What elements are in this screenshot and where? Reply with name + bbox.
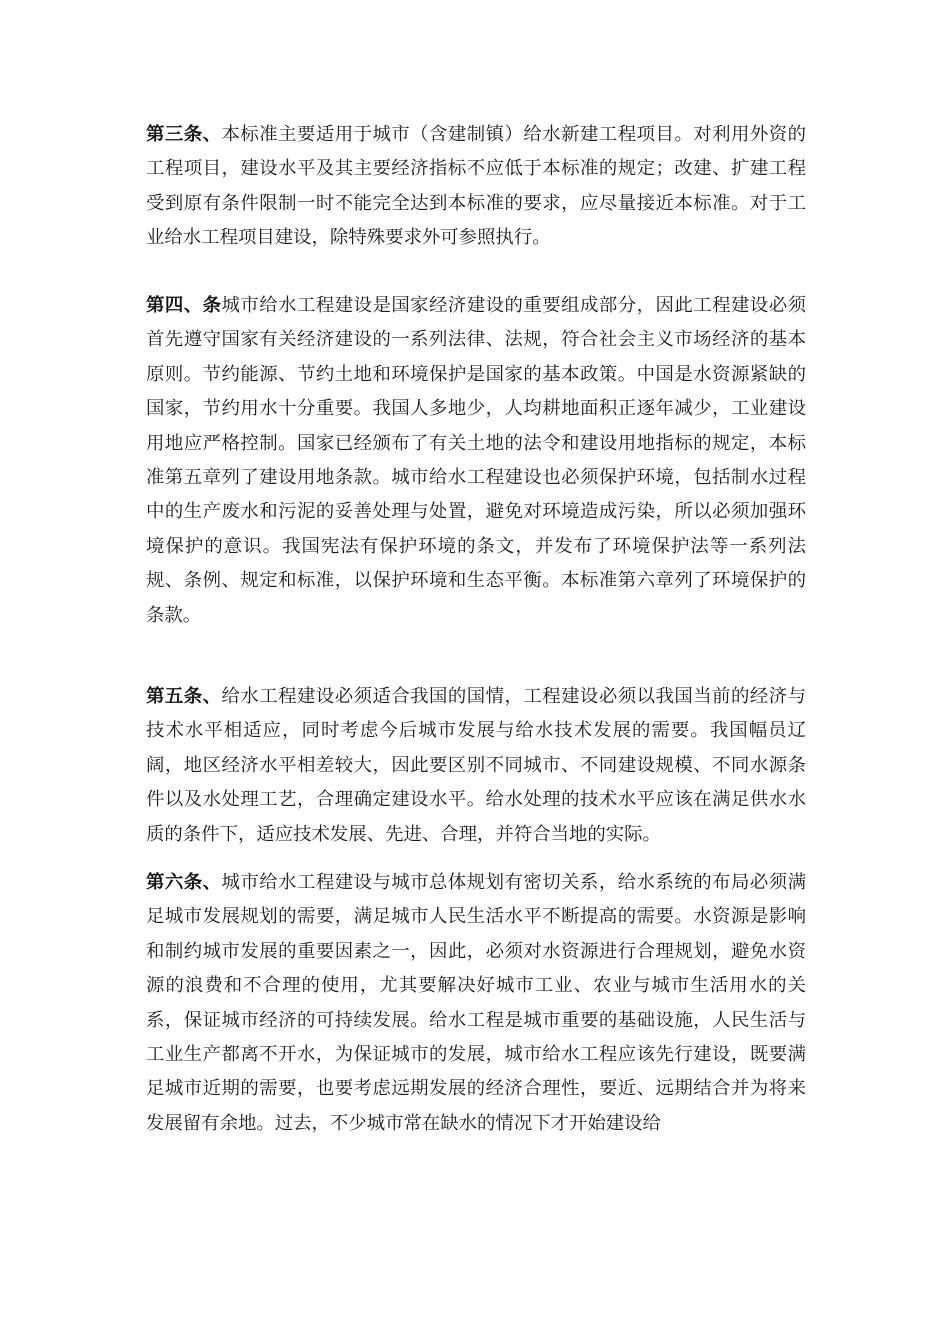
article-4-text: 城市给水工程建设是国家经济建设的重要组成部分，因此工程建设必须首先遵守国家有关经济建设的一系列法律、法规，符合社会主义市场经济的基本原则。节约能源、节约土地和环境保护是国家的基本政策。中国是水资源紧缺的国家，节约用水十分重要。我国人多地少，人均耕地面积正逐年减少，工业建设用地应严格控制。国家已经颁布了有关土地的法令和建设用地指标的规定，本标准第五章列了建设用地条款。城市给水工程建设也必须保护环境，包括制水过程中的生产废水和污泥的妥善处理与处置，避免对环境造成污染，所以必须加强环境保护的意识。我国宪法有保护环境的条文，并发布了环境保护法等一系列法规、条例、规定和标准，以保护环境和生态平衡。本标准第六章列了环境保护的条款。 <box>146 295 806 626</box>
article-5-heading: 第五条、 <box>146 686 222 707</box>
article-6-paragraph <box>146 866 806 1141</box>
article-6-text: 城市给水工程建设与城市总体规划有密切关系，给水系统的布局必须满足城市发展规划的需要，满足城市人民生活水平不断提高的需要。水资源是影响和制约城市发展的重要因素之一，因此，必须对水资源进行合理规划，避免水资源的浪费和不合理的使用，尤其要解决好城市工业、农业与城市生活用水的关系，保证城市经济的可持续发展。给水工程是城市重要的基础设施，人民生活与工业生产都离不开水，为保证城市的发展，城市给水工程应该先行建设，既要满足城市近期的需要，也要考虑远期发展的经济合理性，要近、远期结合并为将来发展留有余地。过去，不少城市常在缺水的情况下才开始建设给 <box>146 872 806 1134</box>
article-3-heading: 第三条、 <box>146 124 222 145</box>
article-3-text: 本标准主要适用于城市（含建制镇）给水新建工程项目。对利用外资的工程项目，建设水平及其主要经济指标不应低于本标准的规定；改建、扩建工程受到原有条件限制一时不能完全达到本标准的要求，应尽量接近本标准。对于工业给水工程项目建设，除特殊要求外可参照执行。 <box>146 124 806 249</box>
article-6-heading: 第六条、 <box>146 872 222 893</box>
article-4-paragraph <box>146 289 806 633</box>
article-5-text: 给水工程建设必须适合我国的国情，工程建设必须以我国当前的经济与技术水平相适应，同时考虑今后城市发展与给水技术发展的需要。我国幅员辽阔，地区经济水平相差较大，因此要区别不同城市、不同建设规模、不同水源条件以及水处理工艺，合理确定建设水平。给水处理的技术水平应该在满足供水水质的条件下，适应技术发展、先进、合理，并符合当地的实际。 <box>146 686 806 845</box>
article-3-paragraph <box>146 118 806 256</box>
article-5-paragraph <box>146 680 806 852</box>
article-4-heading: 第四、条 <box>146 295 222 316</box>
